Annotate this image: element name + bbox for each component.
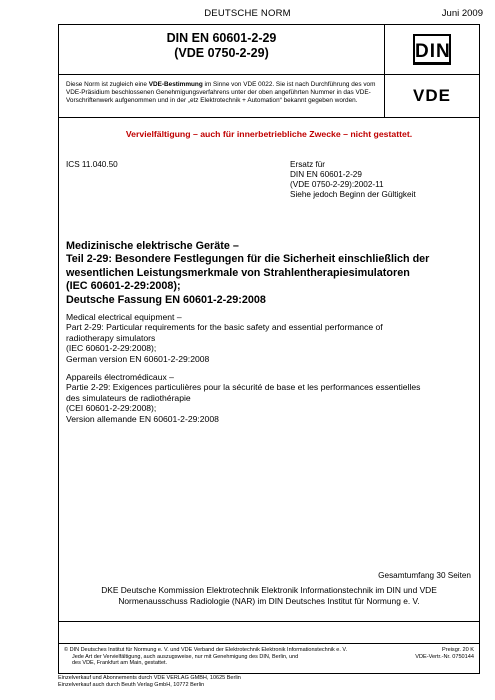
replaces-block bbox=[290, 160, 416, 200]
cover-frame bbox=[58, 24, 480, 674]
french-title-line: des simulateurs de radiothérapie bbox=[66, 392, 191, 403]
price-line: Preisgr. 20 K bbox=[441, 647, 474, 653]
din-logo bbox=[384, 25, 480, 74]
ics-code: ICS 11.040.50 bbox=[66, 160, 118, 169]
committee-line: DKE Deutsche Kommission Elektrotechnik Elektronik Informationstechnik im DIN und VDE bbox=[101, 585, 437, 595]
committee-line: Normenausschuss Radiologie (NAR) im DIN Deutsches Institut für Normung e. V. bbox=[118, 595, 420, 606]
copyright-notice bbox=[64, 647, 399, 667]
replaces-line: Siehe jedoch Beginn der Gültigkeit bbox=[290, 190, 416, 199]
german-title-line: Teil 2-29: Besondere Festlegungen für die Sicherheit einschließlich der bbox=[66, 253, 430, 266]
french-title-line: (CEI 60601-2-29:2008); bbox=[66, 403, 157, 414]
rule-above-footer bbox=[59, 621, 479, 622]
german-title-line: wesentlichen Leistungsmerkmale von Strahlentherapiesimulatoren bbox=[66, 266, 410, 279]
english-title-line: German version EN 60601-2-29:2008 bbox=[66, 353, 210, 364]
page-count: Gesamtumfang 30 Seiten bbox=[378, 571, 471, 580]
german-title-line: Medizinische elektrische Geräte – bbox=[66, 240, 239, 252]
committee-info bbox=[59, 585, 479, 606]
price-line: VDE-Vertr.-Nr. 0750144 bbox=[415, 653, 474, 660]
english-title-line: Medical electrical equipment – bbox=[66, 312, 182, 322]
english-title-line: Part 2-29: Particular requirements for the basic safety and essential performance of bbox=[66, 322, 383, 333]
rule-above-copyright bbox=[59, 643, 479, 644]
din-logo-text: DIN bbox=[415, 41, 451, 62]
distribution-info bbox=[58, 675, 241, 688]
distribution-line: Einzelverkauf auch durch Beuth Verlag GmbH, 10772 Berlin bbox=[58, 681, 205, 688]
replaces-line: DIN EN 60601-2-29 bbox=[290, 170, 362, 179]
german-title-line: Deutsche Fassung EN 60601-2-29:2008 bbox=[66, 293, 266, 306]
rule-below-notice bbox=[59, 117, 479, 118]
copyright-line: des VDE, Frankfurt am Main, gestattet. bbox=[72, 660, 168, 667]
french-title-line: Appareils électromédicaux – bbox=[66, 372, 174, 382]
french-title bbox=[66, 372, 476, 424]
replaces-line: Ersatz für bbox=[290, 160, 326, 169]
english-title bbox=[66, 312, 476, 364]
vde-notice-text: Diese Norm ist zugleich eine bbox=[66, 81, 149, 88]
document-type-header: DEUTSCHE NORM bbox=[204, 8, 291, 19]
vde-notice bbox=[66, 81, 378, 105]
vde-notice-text-rest: im Sinne von VDE 0022. Sie ist nach Durchführung des vom VDE-Präsidium beschlossenen Genehmigungsverfahrens unter der oben angeführten Nummer in das VDE-Vorschriftenwerk aufgenommen und in der „etz Elektrotechnik + Automation“ bekannt gegeben worden. bbox=[66, 81, 376, 105]
vde-logo: VDE bbox=[413, 85, 451, 105]
copyright-line: Jede Art der Vervielfältigung, auch auszugsweise, nur mit Genehmigung des DIN, Berlin, und bbox=[72, 653, 299, 660]
standard-number: DIN EN 60601-2-29 bbox=[166, 31, 277, 45]
reproduction-warning: Vervielfältigung – auch für innerbetriebliche Zwecke – nicht gestattet. bbox=[125, 129, 413, 139]
distribution-line: Einzelverkauf und Abonnements durch VDE VERLAG GMBH, 10625 Berlin bbox=[58, 675, 241, 681]
french-title-line: Partie 2-29: Exigences particulières pour la sécurité de base et les performances essentielles bbox=[66, 382, 421, 393]
standard-number-box bbox=[59, 25, 384, 74]
copyright-line: © DIN Deutsches Institut für Normung e. V. und VDE Verband der Elektrotechnik Elektronik Informationstechnik e. V. bbox=[64, 647, 348, 653]
german-title bbox=[66, 240, 476, 307]
replaces-line: (VDE 0750-2-29):2002-11 bbox=[290, 180, 384, 189]
din-logo-mark bbox=[413, 34, 451, 65]
price-group bbox=[394, 647, 474, 660]
publication-date: Juni 2009 bbox=[441, 8, 483, 19]
german-title-line: (IEC 60601-2-29:2008); bbox=[66, 280, 181, 293]
english-title-line: radiotherapy simulators bbox=[66, 332, 156, 343]
vde-notice-bold: VDE-Bestimmung bbox=[148, 81, 203, 88]
english-title-line: (IEC 60601-2-29:2008); bbox=[66, 343, 157, 354]
french-title-line: Version allemande EN 60601-2-29:2008 bbox=[66, 413, 219, 424]
vde-number: (VDE 0750-2-29) bbox=[174, 46, 269, 60]
